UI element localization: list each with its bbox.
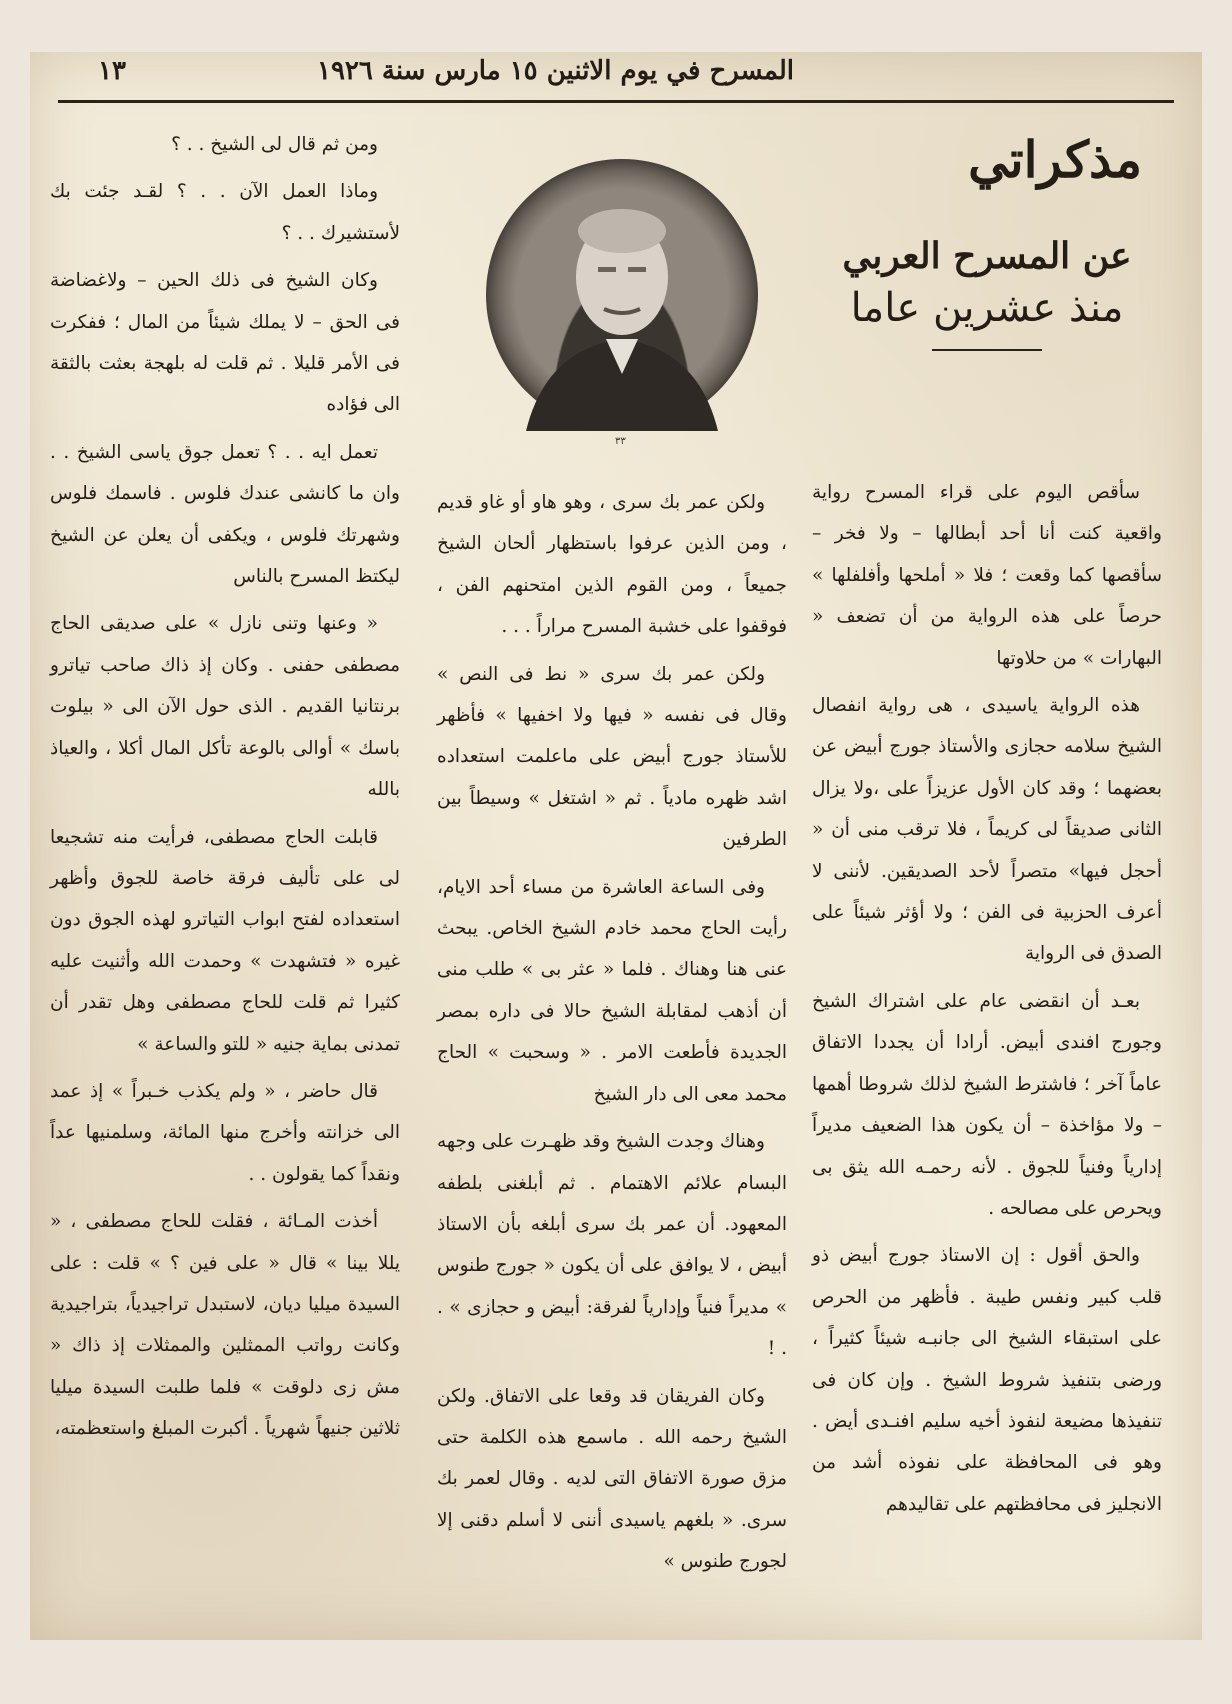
paragraph: تعمل ايه . . ؟ تعمل جوق ياسى الشيخ . . وان ما كانشى عندك فلوس . فاسمك فلوس وشهرتك فلوس ، ويكفى أن يعلن عن الشيخ ليكتظ المسرح بالناس bbox=[50, 441, 400, 588]
article-subtitle-2: منذ عشرين عاما bbox=[850, 285, 1124, 331]
paragraph: قال حاضر ، « ولم يكذب خـبراً » إذ عمد الى خزانته وأخرج منها المائة، وسلمنيها عداً ونقداً كما يقولون . . bbox=[50, 1080, 400, 1185]
article-column-middle bbox=[437, 482, 787, 1589]
paragraph: سأقص اليوم على قراء المسرح رواية واقعية كنت أنا أحد أبطالها – ولا فخر – سأقصها كما وقعت ؛ فلا « أملحها وأفلفلها » حرصاً على هذه الرواية من أن تضعف « البهارات » من حلاوتها bbox=[812, 482, 1162, 669]
paragraph: قابلت الحاج مصطفى، فرأيت منه تشجيعا لى على تأليف فرقة خاصة للجوق وأظهر استعداده لفتح ابواب التياترو لهذه الجوق دون غيره « فتشهدت » وحمدت الله وأثنيت عليه كثيرا ثم قلت للحاج مصطفى وهل تقدر أن تمدنى بماية جنيه « للتو والساعة » bbox=[50, 826, 400, 1055]
paragraph: والحق أقول : إن الاستاذ جورج أبيض ذو قلب كبير ونفس طيبة . فأظهر من الحرص على استبقاء الشيخ الى جانبـه شيئاً كثيراً ، ورضى بتنفيذ شروط الشيخ . وإن كان فى تنفيذها مضيعة لنفوذ أخيه سليم افنـدى أيض . وهو فى المحافظة على نفوذه أشد من الانجليز فى محافظتهم على تقاليدهم bbox=[812, 1245, 1162, 1515]
header-title: المسرح في يوم الاثنين ١٥ مارس سنة ١٩٢٦ bbox=[316, 56, 794, 86]
newspaper-page bbox=[30, 52, 1202, 1640]
paragraph: وفى الساعة العاشرة من مساء أحد الايام، رأيت الحاج محمد خادم الشيخ الخاص. يبحث عنى هنا وهناك . فلما « عثر بى » طلب منى أن أذهب لمقابلة الشيخ حالا فى داره بمصر الجديدة فأطعت الامر . « وسحبت » الحاج محمد معى الى دار الشيخ bbox=[437, 876, 787, 1105]
article-subtitle-1: عن المسرح العربي bbox=[842, 235, 1132, 277]
paragraph: وهناك وجدت الشيخ وقد ظهـرت على وجهه البسام علائم الاهتمام . ثم أبلغنى بلطفه المعهود. أن عمر بك سرى أبلغه بأن الاستاذ أبيض ، لا يوافق على أن يكون « جورج طنوس » مديراً فنياً وإدارياً لفرقة: أبيض و حجازى » . . ! bbox=[437, 1131, 787, 1360]
page-header bbox=[58, 52, 1174, 103]
paragraph: وماذا العمل الآن . . ؟ لقـد جئت بك لأستشيرك . . ؟ bbox=[50, 181, 400, 244]
paragraph: أخذت المـائة ، فقلت للحاج مصطفى ، « يللا بينا » قال « على فين ؟ » قلت : على السيدة ميليا ديان، لاستبدل تراجيدياً، بتراجيدية وكانت رواتب الممثلين والممثلات إذ ذاك « مش زى دلوقت » فلما طلبت السيدة ميليا ثلاثين جنيهاً شهرياً . أكبرت المبلغ واستعظمته، bbox=[50, 1211, 400, 1440]
paragraph: بعـد أن انقضى عام على اشتراك الشيخ وجورج افندى أبيض. أرادا أن يجددا الاتفاق عاماً آخر ؛ فاشترط الشيخ لذلك شروطا أهمها – ولا مؤاخذة – أن يكون هذا الضعيف مديراً إدارياً وفنياً للجوق . لأنه رحمـه الله يثق بى ويحرص على مصالحه . bbox=[812, 990, 1162, 1219]
title-divider bbox=[932, 349, 1042, 351]
article-column-right bbox=[812, 472, 1162, 1531]
author-portrait bbox=[486, 159, 758, 431]
paragraph: وكان الشيخ فى ذلك الحين – ولاغضاضة فى الحق – لا يملك شيئاً من المال ؛ ففكرت فى الأمر قليلا . ثم قلت له بلهجة بعثت بالثقة الى فؤاده bbox=[50, 270, 400, 416]
portrait-caption: ٣٣ bbox=[615, 436, 626, 447]
article-title-block bbox=[812, 130, 1162, 351]
paragraph: « وعنها وتنى نازل » على صديقى الحاج مصطفى حفنى . وكان إذ ذاك صاحب تياترو برنتانيا القديم . الذى حول الآن الى « بيلوت باسك » أوالى بالوعة تأكل المال أكلا ، والعياذ بالله bbox=[50, 613, 400, 801]
paragraph: هذه الرواية ياسيدى ، هى رواية انفصال الشيخ سلامه حجازى والأستاذ جورج أبيض عن بعضهما ؛ وقد كان الأول عزيزاً على ،ولا يزال الثانى صديقاً لى كريماً ، فلا ترقب منى أن « أحجل فيها» متصراً لأحد الصديقين. لأننى لا أعرف الحزبية فى الفن ؛ ولا أؤثر شيئاً على الصدق فى الرواية bbox=[812, 695, 1162, 965]
paragraph: ولكن عمر بك سرى ، وهو هاو أو غاو قديم ، ومن الذين عرفوا باستظهار ألحان الشيخ جميعاً ، ومن القوم الذين امتحنهم الفن ، فوقفوا على خشبة المسرح مراراً . . . bbox=[437, 492, 787, 638]
article-title: مذكراتي bbox=[968, 130, 1142, 189]
paragraph: وكان الفريقان قد وقعا على الاتفاق. ولكن الشيخ رحمه الله . ماسمع هذه الكلمة حتى مزق صورة الاتفاق التى لديه . وقال لعمر بك سرى. « بلغهم ياسيدى أننى لا أسلم دقنى إلا لجورج طنوس » bbox=[437, 1385, 787, 1573]
paragraph: ولكن عمر بك سرى « نط فى النص » وقال فى نفسه « فيها ولا اخفيها » فأظهر للأستاذ جورج أبيض على ماعلمت استعداده اشد ظهره مادياً . ثم « اشتغل » وسيطاً بين الطرفين bbox=[437, 663, 787, 851]
article-column-left bbox=[50, 124, 400, 1456]
paragraph: ومن ثم قال لى الشيخ . . ؟ bbox=[171, 134, 378, 155]
page-number: ١٣ bbox=[98, 56, 126, 86]
portrait-figure bbox=[486, 159, 758, 431]
